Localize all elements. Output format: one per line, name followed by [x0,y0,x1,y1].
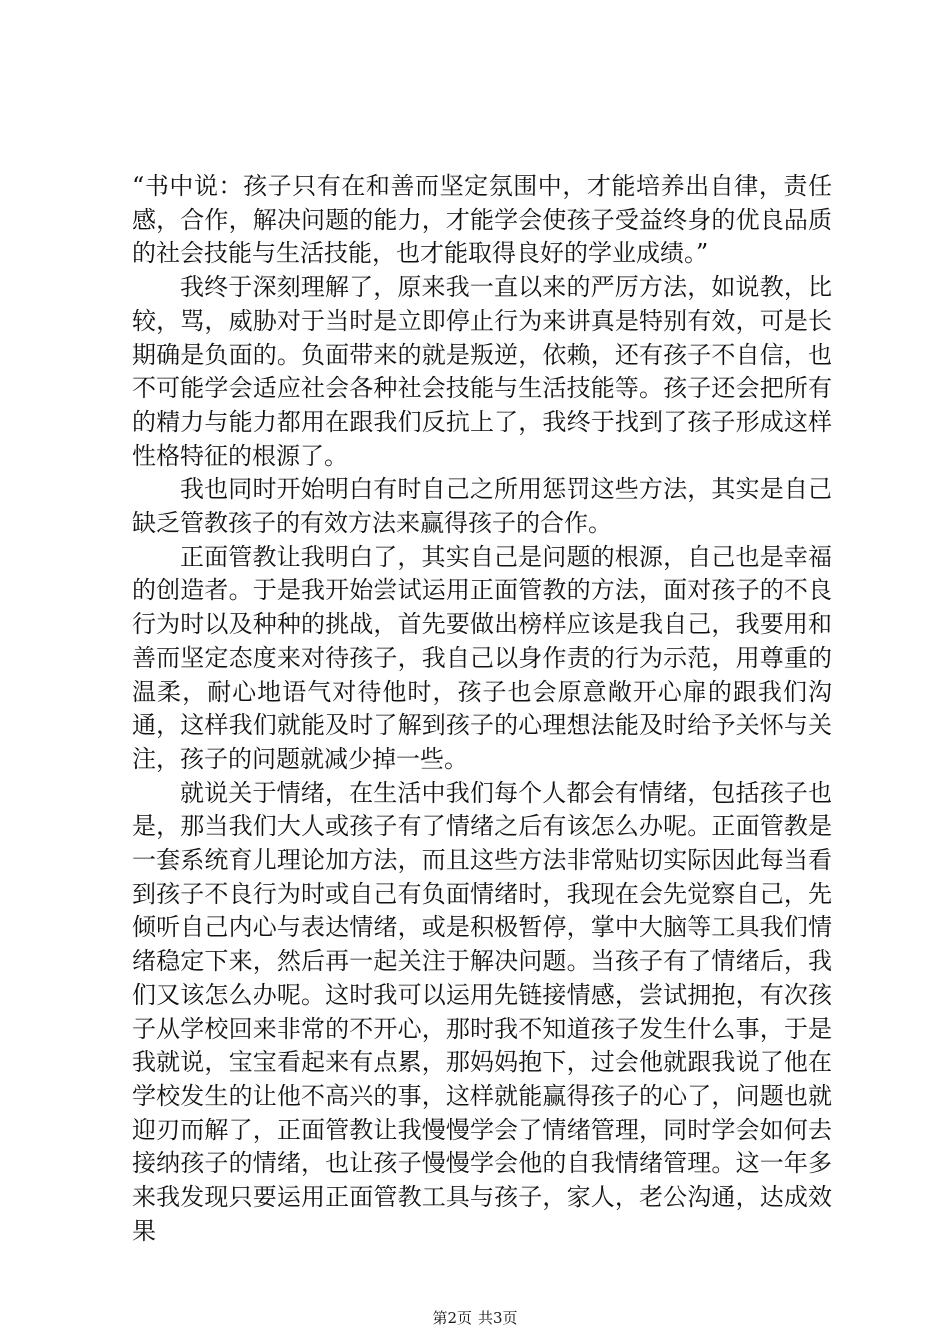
page-total: 共3页 [478,1309,518,1327]
paragraph-understanding: 我终于深刻理解了，原来我一直以来的严厉方法，如说教，比较，骂，威胁对于当时是立即停止行为来讲真是特别有效，可是长期确是负面的。负面带来的就是叛逆，依赖，还有孩子不自信，也不可能学会适应社会各种社会技能与生活技能等。孩子还会把所有的精力与能力都用在跟我们反抗上了，我终于找到了孩子形成这样性格特征的根源了。 [132,273,832,470]
paragraph-positive-discipline: 正面管教让我明白了，其实自己是问题的根源，自己也是幸福的创造者。于是我开始尝试运用正面管教的方法，面对孩子的不良行为时以及种种的挑战，首先要做出榜样应该是我自己，我要用和善而坚定态度来对待孩子，我自己以身作责的行为示范，用尊重的温柔，耐心地语气对待他时，孩子也会原意敞开心扉的跟我们沟通，这样我们就能及时了解到孩子的心理想法能及时给予关怀与关注，孩子的问题就减少掉一些。 [132,542,832,773]
paragraph-quote: “书中说：孩子只有在和善而坚定氛围中，才能培养出自律，责任感，合作，解决问题的能力，才能学会使孩子受益终身的优良品质的社会技能与生活技能，也才能取得良好的学业成绩。” [132,172,832,268]
paragraph-punishment: 我也同时开始明白有时自己之所用惩罚这些方法，其实是自己缺乏管教孩子的有效方法来赢得孩子的合作。 [132,475,832,538]
page-number: 第2页 [432,1309,472,1327]
paragraph-emotions: 就说关于情绪，在生活中我们每个人都会有情绪，包括孩子也是，那当我们大人或孩子有了情绪之后有该怎么办呢。正面管教是一套系统育儿理论加方法，而且这些方法非常贴切实际因此每当看到孩子不良行为时或自己有负面情绪时，我现在会先觉察自己，先倾听自己内心与表达情绪，或是积极暂停，掌中大脑等工具我们情绪稳定下来，然后再一起关注于解决问题。当孩子有了情绪后，我们又该怎么办呢。这时我可以运用先链接情感，尝试拥抱，有次孩子从学校回来非常的不开心，那时我不知道孩子发生什么事，于是我就说，宝宝看起来有点累，那妈妈抱下，过会他就跟我说了他在学校发生的让他不高兴的事，这样就能赢得孩子的心了，问题也就迎刃而解了，正面管教让我慢慢学会了情绪管理，同时学会如何去接纳孩子的情绪，也让孩子慢慢学会他的自我情绪管理。这一年多来我发现只要运用正面管教工具与孩子，家人，老公沟通，达成效果 [132,778,832,1245]
document-body [132,170,832,1249]
page-footer [0,1308,950,1328]
